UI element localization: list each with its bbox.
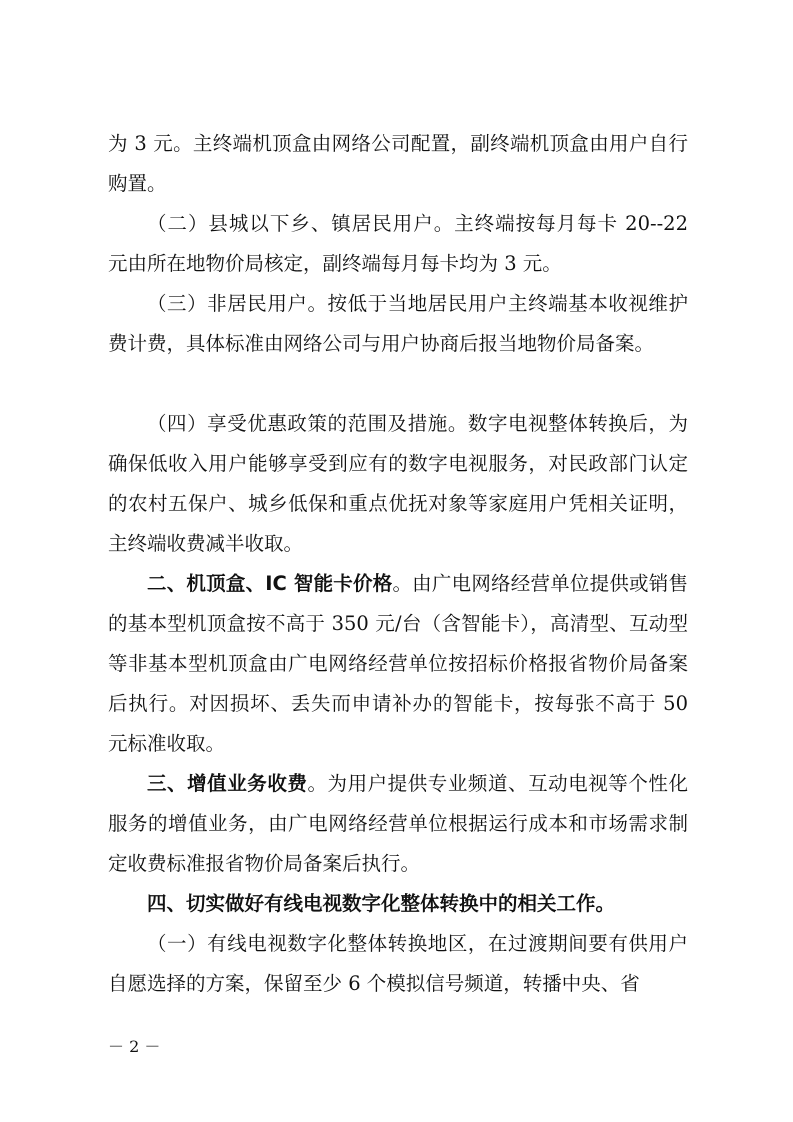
paragraph-6 [108,764,688,884]
paragraph-4-heading: （四）享受优惠政策的范围及措施 [147,412,448,435]
paragraph-3 [108,284,688,364]
paragraph-2-heading: （二）县城以下乡、镇居民用户 [147,212,434,235]
paragraph-5 [108,564,688,764]
paragraph-3-text: 。按低于当地居民用户主终端基本收视维护费计费，具体标准由网络公司与用户协商后报当地物价局备案。 [108,292,688,355]
paragraph-8-text: （一）有线电视数字化整体转换地区，在过渡期间要有供用户自愿选择的方案，保留至少 6 个模拟信号频道，转播中央、省 [108,932,688,995]
section-4-heading-text: 四、切实做好有线电视数字化整体转换中的相关工作。 [147,892,616,915]
paragraph-1 [108,124,688,204]
section-4-heading [108,884,688,924]
paragraph-4 [108,404,688,564]
paragraph-2 [108,204,688,284]
section-2-heading: 二、机顶盒、IC 智能卡价格 [147,572,393,595]
paragraph-6-text: 。为用户提供专业频道、互动电视等个性化服务的增值业务，由广电网络经营单位根据运行成本和市场需求制定收费标准报省物价局备案后执行。 [108,772,688,875]
paragraph-3-heading: （三）非居民用户 [147,292,308,315]
page-number: － 2 － [108,1037,161,1056]
paragraph-2-text: 。主终端按每月每卡 20--22 元由所在地物价局核定，副终端每月每卡均为 3 元。 [108,212,688,275]
paragraph-1-text: 为 3 元。主终端机顶盒由网络公司配置，副终端机顶盒由用户自行购置。 [108,132,688,195]
paragraph-5-text: 。由广电网络经营单位提供或销售的基本型机顶盒按不高于 350 元/台（含智能卡），高清型、互动型等非基本型机顶盒由广电网络经营单位按招标价格报省物价局备案后执行。对因损坏、丢失而申请补办的智能卡，按每张不高于 50 元标准收取。 [108,572,688,755]
paragraph-4-text: 。数字电视整体转换后，为确保低收入用户能够享受到应有的数字电视服务，对民政部门认定的农村五保户、城乡低保和重点优抚对象等家庭用户凭相关证明，主终端收费减半收取。 [108,412,688,555]
section-3-heading: 三、增值业务收费 [147,772,308,795]
paragraph-8 [108,924,688,1004]
